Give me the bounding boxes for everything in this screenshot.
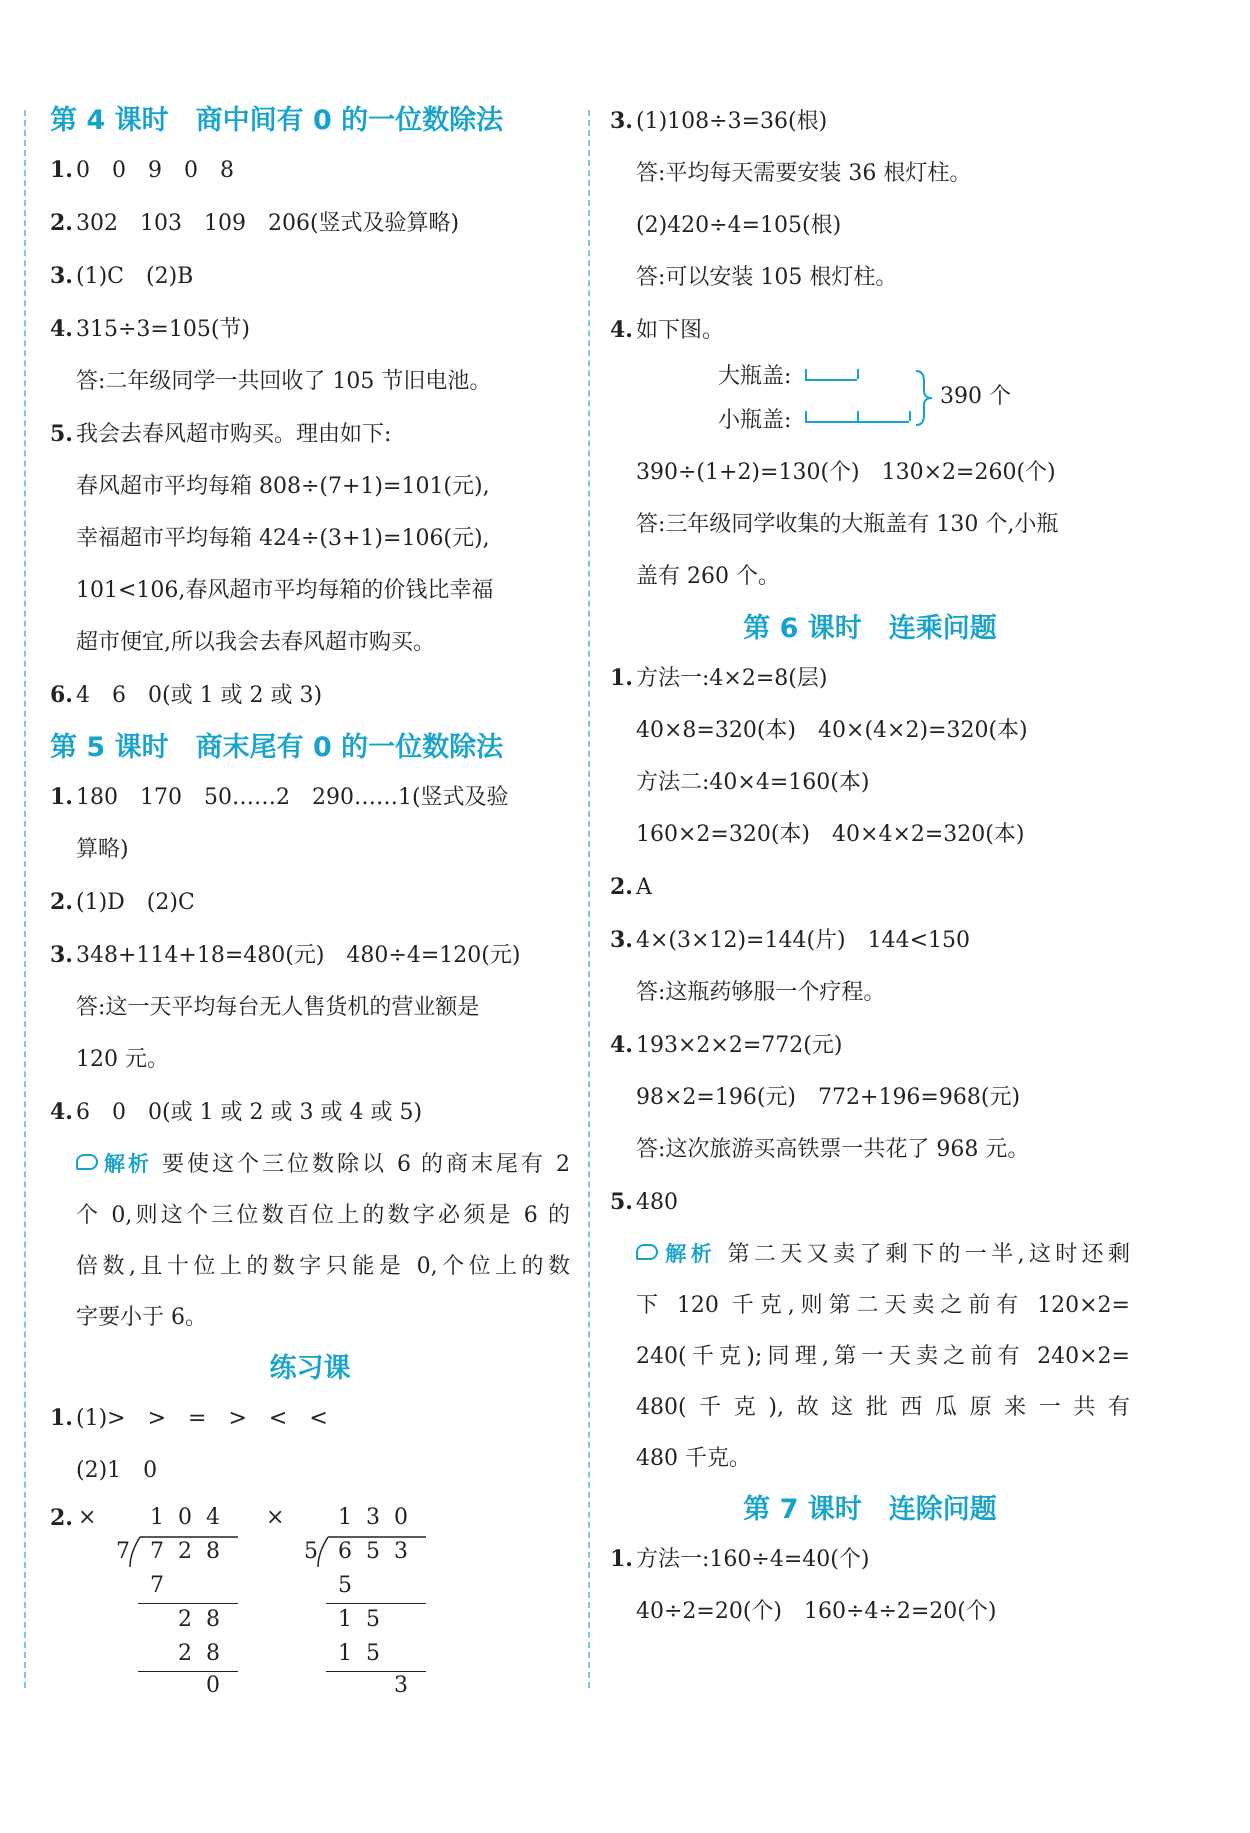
section-title-practice: 练习课 xyxy=(269,1353,351,1385)
remainder: 0 xyxy=(206,1673,220,1699)
answer-line: 5. 480 xyxy=(610,1189,678,1216)
answer-line: 4. 315÷3=105(节) xyxy=(50,316,251,343)
remainder: 3 xyxy=(394,1673,408,1699)
analysis-line: 240(千克);同理,第一天卖之前有 240×2= xyxy=(636,1344,1130,1370)
step-value: 8 xyxy=(206,1607,220,1633)
answer-line: 1. 方法一:4×2=8(层) xyxy=(610,665,828,692)
wrong-mark: × xyxy=(266,1505,285,1531)
answer-line: 算略) xyxy=(76,837,129,863)
answer-line: 98×2=196(元) 772+196=968(元) xyxy=(636,1085,1021,1111)
answer-line: 答:二年级同学一共回收了 105 节旧电池。 xyxy=(76,369,492,395)
answer-line: (2)420÷4=105(根) xyxy=(636,213,842,238)
quotient-digit: 1 xyxy=(150,1505,164,1531)
quotient-digit: 1 xyxy=(338,1505,352,1531)
big-cap-label: 大瓶盖: xyxy=(718,364,792,389)
question-number: 2. xyxy=(50,1505,73,1532)
answer-line: 超市便宜,所以我会去春风超市购买。 xyxy=(76,630,435,656)
answer-line: 方法二:40×4=160(本) xyxy=(636,770,870,796)
step-value: 5 xyxy=(338,1573,352,1599)
brace-icon xyxy=(914,369,936,427)
analysis-line: 480 千克。 xyxy=(636,1446,751,1472)
practice-answers xyxy=(50,1392,570,1497)
dividend-digit: 8 xyxy=(206,1539,220,1565)
long-division-workings xyxy=(50,1497,570,1697)
answer-line: 盖有 260 个。 xyxy=(636,564,780,589)
answer-line: 4. 193×2×2=772(元) xyxy=(610,1032,843,1059)
answer-line: 幸福超市平均每箱 424÷(3+1)=106(元), xyxy=(76,526,490,552)
step-value: 8 xyxy=(206,1641,220,1667)
divisor: 5 xyxy=(304,1539,318,1565)
answer-line: 390÷(1+2)=130(个) 130×2=260(个) xyxy=(636,460,1056,485)
step-value: 5 xyxy=(366,1607,380,1633)
step-value: 5 xyxy=(366,1641,380,1667)
analysis-block-2 xyxy=(610,1229,1130,1484)
bottle-cap-diagram xyxy=(610,357,1130,447)
small-cap-label: 小瓶盖: xyxy=(718,408,792,433)
step-value: 1 xyxy=(338,1641,352,1667)
divisor: 7 xyxy=(116,1539,130,1565)
quotient-digit: 3 xyxy=(366,1505,380,1531)
total-label: 390 个 xyxy=(940,384,1011,409)
section-title-lesson-6: 第 6 课时 连乘问题 xyxy=(743,613,997,644)
answer-line: 4. 如下图。 xyxy=(610,317,725,343)
lesson-5-continued xyxy=(610,95,1130,357)
analysis-line: 个 0,则这个三位数百位上的数字必须是 6 的 xyxy=(76,1203,570,1229)
analysis-line: 480(千克),故这批西瓜原来一共有 xyxy=(636,1395,1130,1421)
answer-line: 1. 0 0 9 0 8 xyxy=(50,157,234,184)
answer-line: 答:三年级同学收集的大瓶盖有 130 个,小瓶 xyxy=(636,512,1059,537)
answer-line: 4. 6 0 0(或 1 或 2 或 3 或 4 或 5) xyxy=(50,1099,423,1126)
answer-line: 1. (1)> > = > < < xyxy=(50,1405,328,1432)
analysis-block-1 xyxy=(50,1139,570,1343)
dividend-digit: 5 xyxy=(366,1539,380,1565)
analysis-icon: 解析 xyxy=(76,1152,152,1176)
wrong-mark: × xyxy=(78,1505,97,1531)
analysis-line: 下 120 千克,则第二天卖之前有 120×2= xyxy=(636,1293,1130,1319)
answer-line: 3. 348+114+18=480(元) 480÷4=120(元) xyxy=(50,942,521,969)
dividend-digit: 3 xyxy=(394,1539,408,1565)
analysis-line: 解析 第二天又卖了剩下的一半,这时还剩 xyxy=(610,1229,1130,1280)
analysis-line: 倍数,且十位上的数字只能是 0,个位上的数 xyxy=(76,1254,570,1280)
answer-line: 40×8=320(本) 40×(4×2)=320(本) xyxy=(636,718,1028,744)
answer-line: 120 元。 xyxy=(76,1047,169,1073)
answer-line: 1. 180 170 50……2 290……1(竖式及验 xyxy=(50,784,509,811)
answer-line: (2)1 0 xyxy=(76,1458,158,1484)
answer-line: 答:这次旅游买高铁票一共花了 968 元。 xyxy=(636,1137,1030,1163)
lesson-5-answers xyxy=(50,771,570,1139)
answer-line: 答:平均每天需要安装 36 根灯柱。 xyxy=(636,161,972,186)
diagram-solution xyxy=(610,447,1130,603)
left-margin-dashed-line xyxy=(24,110,26,1688)
answer-line: 3. 4×(3×12)=144(片) 144<150 xyxy=(610,927,971,954)
step-value: 7 xyxy=(150,1573,164,1599)
step-value: 1 xyxy=(338,1607,352,1633)
answer-line: 1. 方法一:160÷4=40(个) xyxy=(610,1546,870,1573)
lesson-6-answers xyxy=(610,652,1130,1229)
right-column xyxy=(610,95,1130,1638)
dividend-digit: 6 xyxy=(338,1539,352,1565)
quotient-digit: 4 xyxy=(206,1505,220,1531)
lesson-7-answers xyxy=(610,1533,1130,1638)
quotient-digit: 0 xyxy=(394,1505,408,1531)
left-column xyxy=(50,95,570,1697)
answer-line: 2. 302 103 109 206(竖式及验算略) xyxy=(50,210,460,237)
analysis-icon: 解析 xyxy=(636,1242,716,1266)
answer-line: 答:可以安装 105 根灯柱。 xyxy=(636,265,898,290)
answer-line: 春风超市平均每箱 808÷(7+1)=101(元), xyxy=(76,474,490,500)
section-title-lesson-4: 第 4 课时 商中间有 0 的一位数除法 xyxy=(50,105,504,136)
answer-line: 答:这瓶药够服一个疗程。 xyxy=(636,980,886,1006)
answer-line: 40÷2=20(个) 160÷4÷2=20(个) xyxy=(636,1599,997,1625)
answer-line: 5. 我会去春风超市购买。理由如下: xyxy=(50,421,392,448)
dividend-digit: 2 xyxy=(178,1539,192,1565)
answer-line: 2. A xyxy=(610,874,652,901)
column-divider-dashed-line xyxy=(588,110,590,1688)
answer-line: 101<106,春风超市平均每箱的价钱比幸福 xyxy=(76,578,494,604)
answer-line: 160×2=320(本) 40×4×2=320(本) xyxy=(636,822,1025,848)
analysis-line: 字要小于 6。 xyxy=(76,1305,207,1331)
answer-line: 3. (1)108÷3=36(根) xyxy=(610,108,828,134)
quotient-digit: 0 xyxy=(178,1505,192,1531)
dividend-digit: 7 xyxy=(150,1539,164,1565)
answer-line: 6. 4 6 0(或 1 或 2 或 3) xyxy=(50,682,323,709)
big-cap-segment xyxy=(805,369,857,381)
step-value: 2 xyxy=(178,1607,192,1633)
answer-line: 2. (1)D (2)C xyxy=(50,889,195,916)
answer-line: 3. (1)C (2)B xyxy=(50,263,194,290)
answer-line: 答:这一天平均每台无人售货机的营业额是 xyxy=(76,995,480,1021)
analysis-line: 解析 要使这个三位数除以 6 的商末尾有 2 xyxy=(50,1139,570,1190)
section-title-lesson-5: 第 5 课时 商末尾有 0 的一位数除法 xyxy=(50,732,504,764)
lesson-4-answers xyxy=(50,144,570,722)
section-title-lesson-7: 第 7 课时 连除问题 xyxy=(743,1494,997,1526)
step-value: 2 xyxy=(178,1641,192,1667)
